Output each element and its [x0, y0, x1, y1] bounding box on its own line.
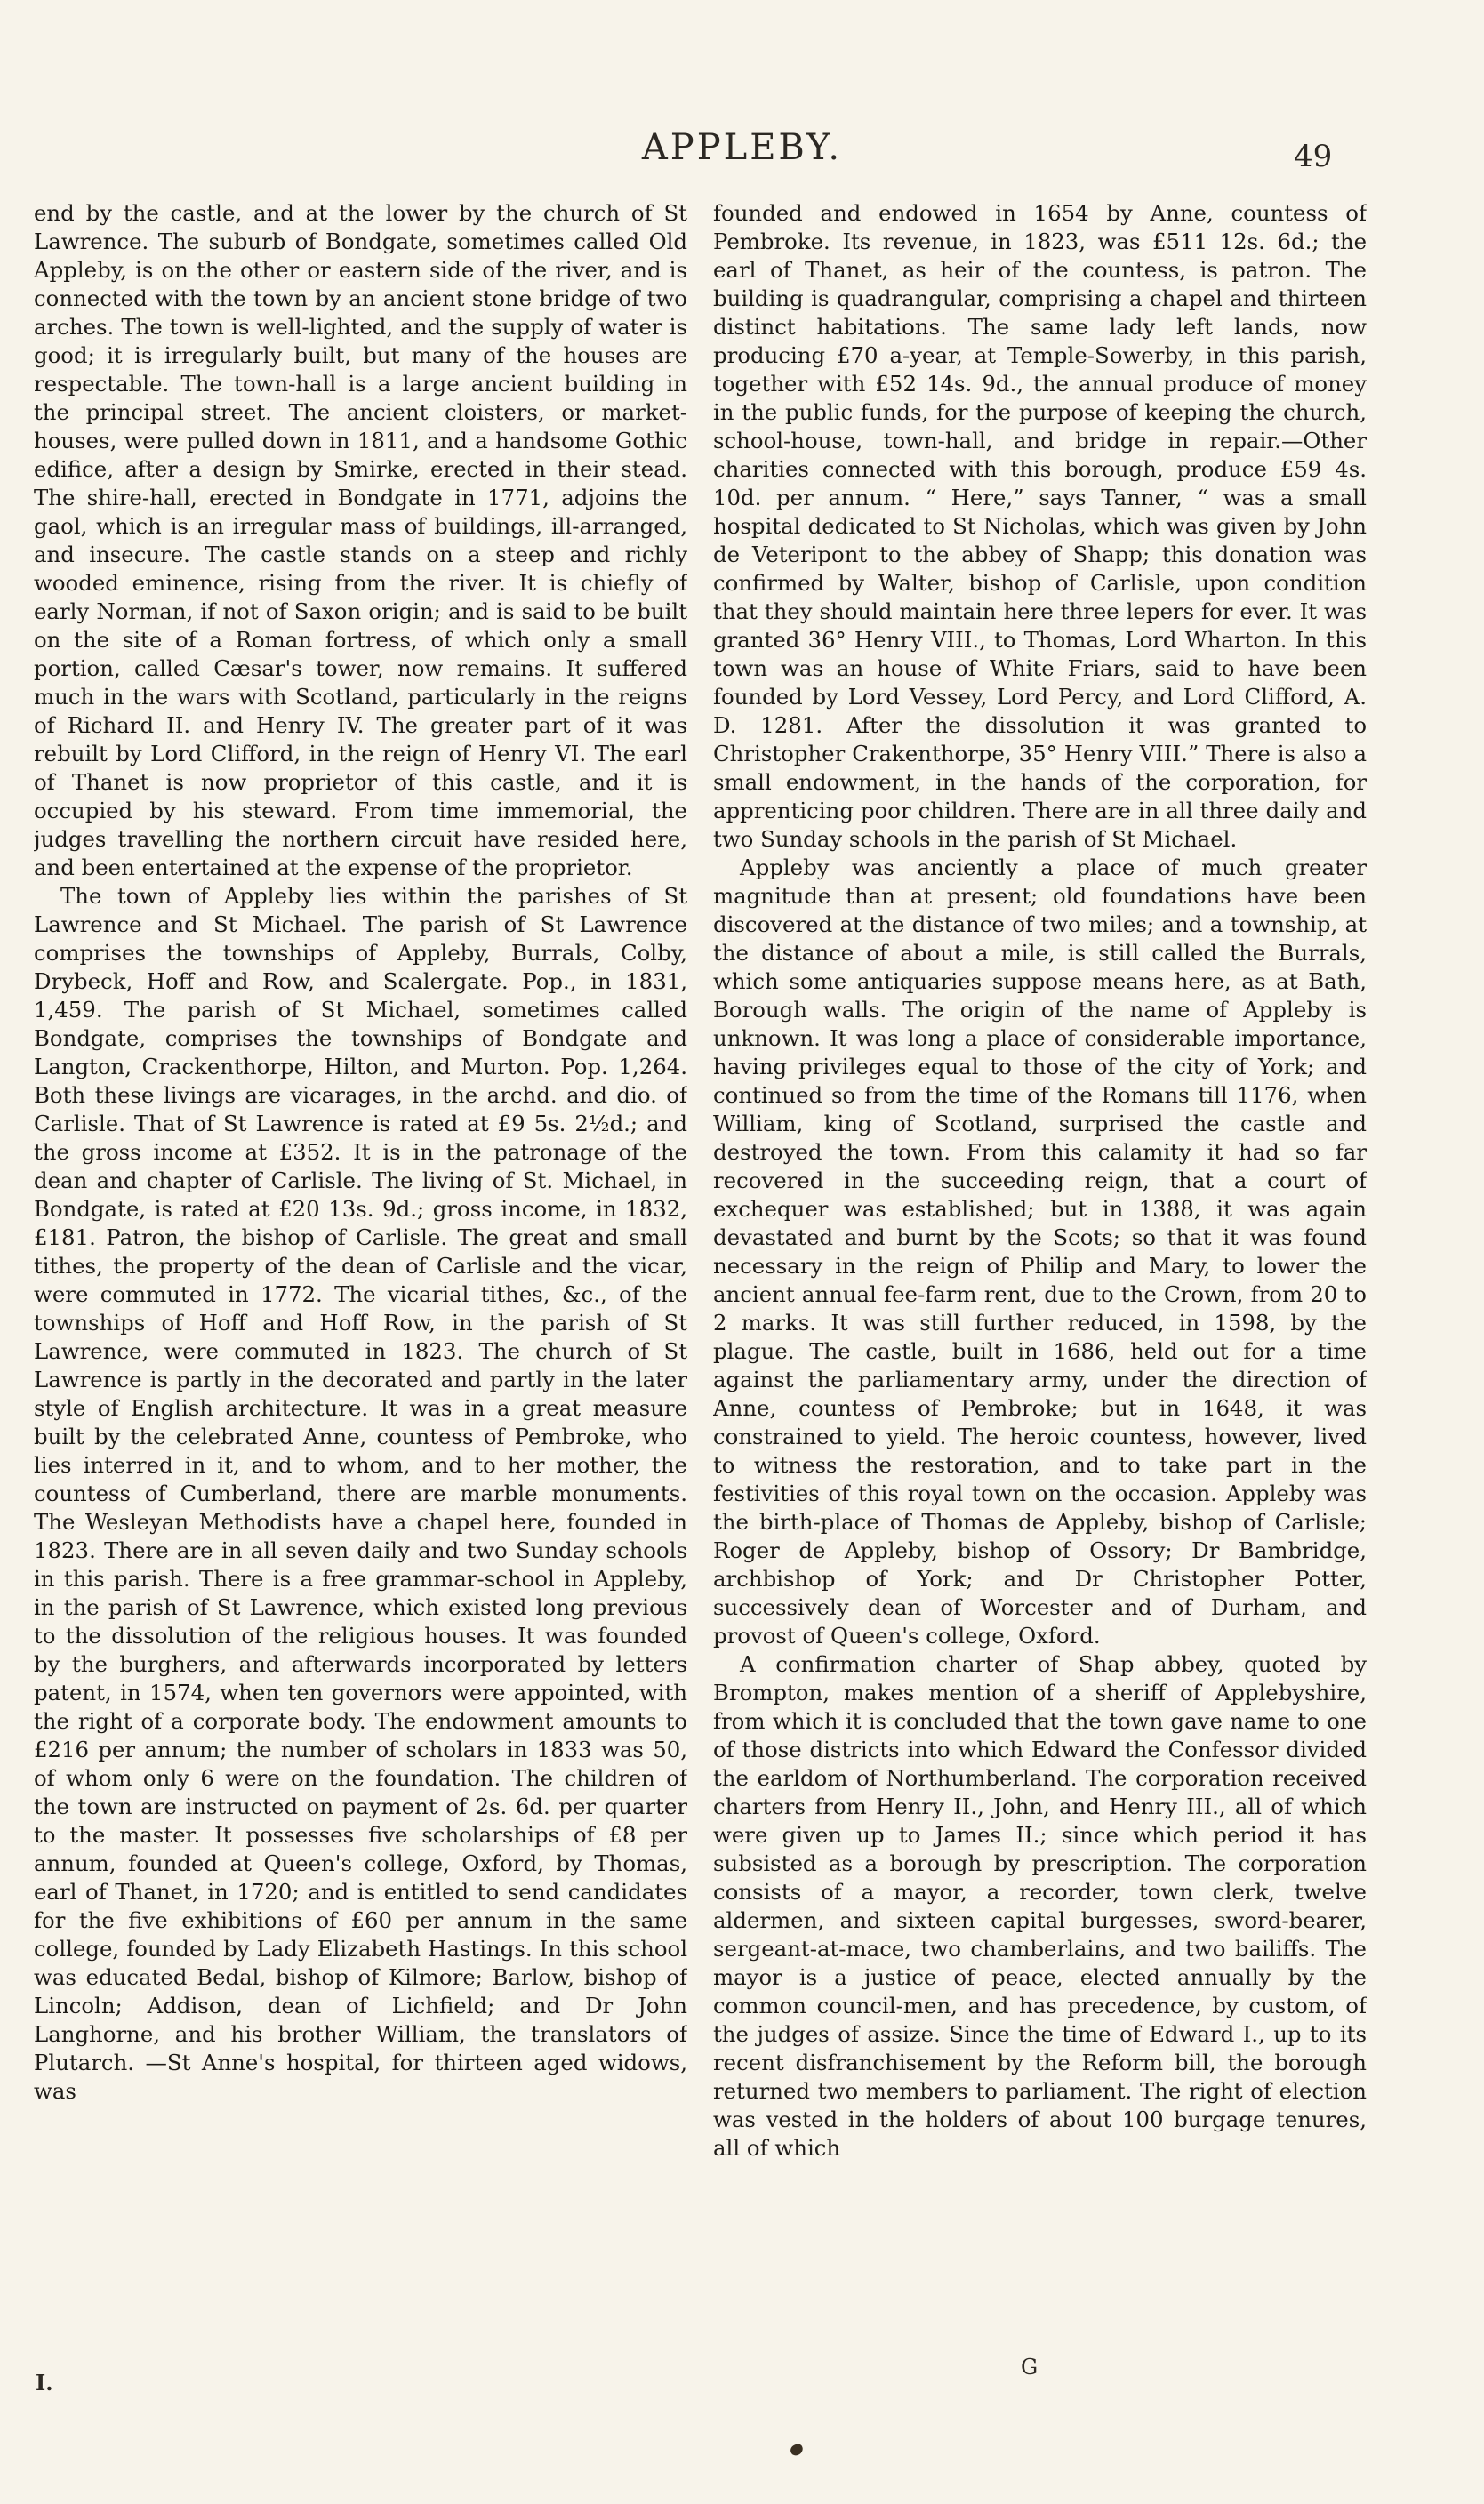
- running-head-title: APPLEBY.: [641, 127, 843, 168]
- left-column: [34, 199, 687, 2351]
- signature-mark-left: I.: [36, 2370, 53, 2396]
- left-paragraph-1: end by the castle, and at the lower by the church of St Lawrence. The suburb of Bondgate, sometimes called Old Appleby, is on the other or eastern side of the river, and is connected with the town by an ancient stone bridge of two arches. The town is well-lighted, and the supply of water is good; it is irregularly built, but many of the houses are respectable. The town-hall is a large ancient building in the principal street. The ancient cloisters, or market-houses, were pulled down in 1811, and a handsome Gothic edifice, after a design by Smirke, erected in their stead. The shire-hall, erected in Bondgate in 1771, adjoins the gaol, which is an irregular mass of buildings, ill-arranged, and insecure. The castle stands on a steep and richly wooded eminence, rising from the river. It is chiefly of early Norman, if not of Saxon origin; and is said to be built on the site of a Roman fortress, of which only a small portion, called Cæsar's tower, now remains. It suffered much in the wars with Scotland, particularly in the reigns of Richard II. and Henry IV. The greater part of it was rebuilt by Lord Clifford, in the reign of Henry VI. The earl of Thanet is now proprietor of this castle, and it is occupied by his steward. From time immemorial, the judges travelling the northern circuit have resided here, and been entertained at the expense of the proprietor.: [34, 200, 687, 880]
- right-column: [713, 199, 1367, 2351]
- right-paragraph-2: Appleby was anciently a place of much greater magnitude than at present; old foundations have been discovered at the distance of two miles; and a township, at the distance of about a mile, is still called the Burrals, which some antiquaries suppose means here, as at Bath, Borough walls. The origin of the name of Appleby is unknown. It was long a place of considerable importance, having privileges equal to those of the city of York; and continued so from the time of the Romans till 1176, when William, king of Scotland, surprised the castle and destroyed the town. From this calamity it had so far recovered in the succeeding reign, that a court of exchequer was established; but in 1388, it was again devastated and burnt by the Scots; so that it was found necessary in the reign of Philip and Mary, to lower the ancient annual fee-farm rent, due to the Crown, from 20 to 2 marks. It was still further reduced, in 1598, by the plague. The castle, built in 1686, held out for a time against the parliamentary army, under the direction of Anne, countess of Pembroke; but in 1648, it was constrained to yield. The heroic countess, however, lived to witness the restoration, and to take part in the festivities of this royal town on the occasion. Appleby was the birth-place of Thomas de Appleby, bishop of Carlisle; Roger de Appleby, bishop of Ossory; Dr Bambridge, archbishop of York; and Dr Christopher Potter, successively dean of Worcester and of Durham, and provost of Queen's college, Oxford.: [713, 855, 1367, 1649]
- right-paragraph-1: founded and endowed in 1654 by Anne, countess of Pembroke. Its revenue, in 1823, was £511 12s. 6d.; the earl of Thanet, as heir of the countess, is patron. The building is quadrangular, comprising a chapel and thirteen distinct habitations. The same lady left lands, now producing £70 a-year, at Temple-Sowerby, in this parish, together with £52 14s. 9d., the annual produce of money in the public funds, for the purpose of keeping the church, school-house, town-hall, and bridge in repair.—Other charities connected with this borough, produce £59 4s. 10d. per annum. “ Here,” says Tanner, “ was a small hospital dedicated to St Nicholas, which was given by John de Veteripont to the abbey of Shapp; this donation was confirmed by Walter, bishop of Carlisle, upon condition that they should maintain here three lepers for ever. It was granted 36° Henry VIII., to Thomas, Lord Wharton. In this town was an house of White Friars, said to have been founded by Lord Vessey, Lord Percy, and Lord Clifford, A. D. 1281. After the dissolution it was granted to Christopher Crakenthorpe, 35° Henry VIII.” There is also a small endowment, in the hands of the corporation, for apprenticing poor children. There are in all three daily and two Sunday schools in the parish of St Michael.: [713, 200, 1367, 852]
- ink-spot-decoration: [789, 2443, 804, 2457]
- page-number: 49: [1294, 139, 1333, 174]
- signature-mark-right: G: [1021, 2355, 1039, 2380]
- left-paragraph-2: The town of Appleby lies within the parishes of St Lawrence and St Michael. The parish of St Lawrence comprises the townships of Appleby, Burrals, Colby, Drybeck, Hoff and Row, and Scalergate. Pop., in 1831, 1,459. The parish of St Michael, sometimes called Bondgate, comprises the townships of Bondgate and Langton, Crackenthorpe, Hilton, and Murton. Pop. 1,264. Both these livings are vicarages, in the archd. and dio. of Carlisle. That of St Lawrence is rated at £9 5s. 2½d.; and the gross income at £352. It is in the patronage of the dean and chapter of Carlisle. The living of St. Michael, in Bondgate, is rated at £20 13s. 9d.; gross income, in 1832, £181. Patron, the bishop of Carlisle. The great and small tithes, the property of the dean of Carlisle and the vicar, were commuted in 1772. The vicarial tithes, &c., of the townships of Hoff and Hoff Row, in the parish of St Lawrence, were commuted in 1823. The church of St Lawrence is partly in the decorated and partly in the later style of English architecture. It was in a great measure built by the celebrated Anne, countess of Pembroke, who lies interred in it, and to whom, and to her mother, the countess of Cumberland, there are marble monuments. The Wesleyan Methodists have a chapel here, founded in 1823. There are in all seven daily and two Sunday schools in this parish. There is a free grammar-school in Appleby, in the parish of St Lawrence, which existed long previous to the dissolution of the religious houses. It was founded by the burghers, and afterwards incorporated by letters patent, in 1574, when ten governors were appointed, with the right of a corporate body. The endowment amounts to £216 per annum; the number of scholars in 1833 was 50, of whom only 6 were on the foundation. The children of the town are instructed on payment of 2s. 6d. per quarter to the master. It possesses five scholarships of £8 per annum, founded at Queen's college, Oxford, by Thomas, earl of Thanet, in 1720; and is entitled to send candidates for the five exhibitions of £60 per annum in the same college, founded by Lady Elizabeth Hastings. In this school was educated Bedal, bishop of Kilmore; Barlow, bishop of Lincoln; Addison, dean of Lichfield; and Dr John Langhorne, and his brother William, the translators of Plutarch. —St Anne's hospital, for thirteen aged widows, was: [34, 883, 687, 2104]
- right-paragraph-3: A confirmation charter of Shap abbey, quoted by Brompton, makes mention of a sheriff of Applebyshire, from which it is concluded that the town gave name to one of those districts into which Edward the Confessor divided the earldom of Northumberland. The corporation received charters from Henry II., John, and Henry III., all of which were given up to James II.; since which period it has subsisted as a borough by prescription. The corporation consists of a mayor, a recorder, town clerk, twelve aldermen, and sixteen capital burgesses, sword-bearer, sergeant-at-mace, two chamberlains, and two bailiffs. The mayor is a justice of peace, elected annually by the common council-men, and has precedence, by custom, of the judges of assize. Since the time of Edward I., up to its recent disfranchisement by the Reform bill, the borough returned two members to parliament. The right of election was vested in the holders of about 100 burgage tenures, all of which: [713, 1651, 1367, 2161]
